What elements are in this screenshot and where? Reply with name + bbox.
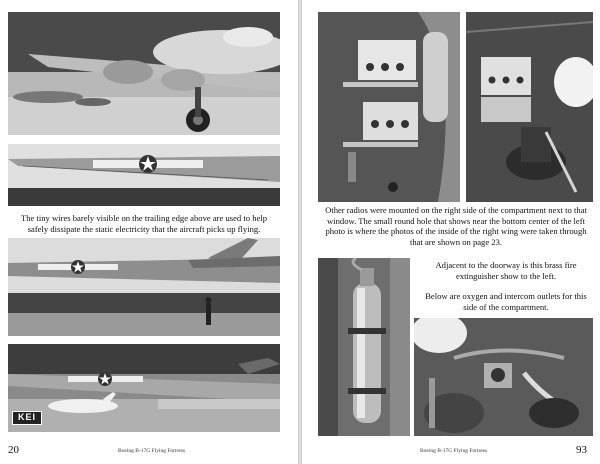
- left-footer-title: Boeing B-17G Flying Fortress: [118, 448, 186, 454]
- outlets-caption: Below are oxygen and intercom outlets for this side of the compartment.: [425, 291, 587, 312]
- kei-logo: KEI: [12, 411, 42, 425]
- right-footer-title: Boeing B-17G Flying Fortress: [420, 448, 488, 454]
- b17-ramp-photo: [8, 12, 280, 135]
- oxygen-outlets-photo: [414, 318, 593, 436]
- left-page: [0, 0, 298, 464]
- right-page-number: 93: [576, 444, 587, 456]
- radios-caption: Other radios were mounted on the right side of the compartment next to that window. The small round hole that shows near the bottom center of the left photo is where the photos of the inside of the right wing were taken through that are shown on page 23.: [325, 205, 587, 247]
- left-page-number: 20: [8, 444, 19, 456]
- radio-shelf-photo: [318, 12, 460, 202]
- wing-tail-photo: [8, 238, 280, 336]
- wires-caption: The tiny wires barely visible on the trailing edge above are used to help safely dissipate the static electricity that the aircraft picks up flying.: [20, 213, 268, 234]
- radio-seat-photo: [466, 12, 593, 202]
- extinguisher-caption: Adjacent to the doorway is this brass fire extinguisher show to the left.: [435, 260, 577, 281]
- fire-extinguisher-photo: [318, 258, 410, 436]
- right-page: [302, 0, 600, 464]
- wing-insignia-photo: [8, 144, 280, 206]
- wing-trees-photo: [8, 344, 280, 432]
